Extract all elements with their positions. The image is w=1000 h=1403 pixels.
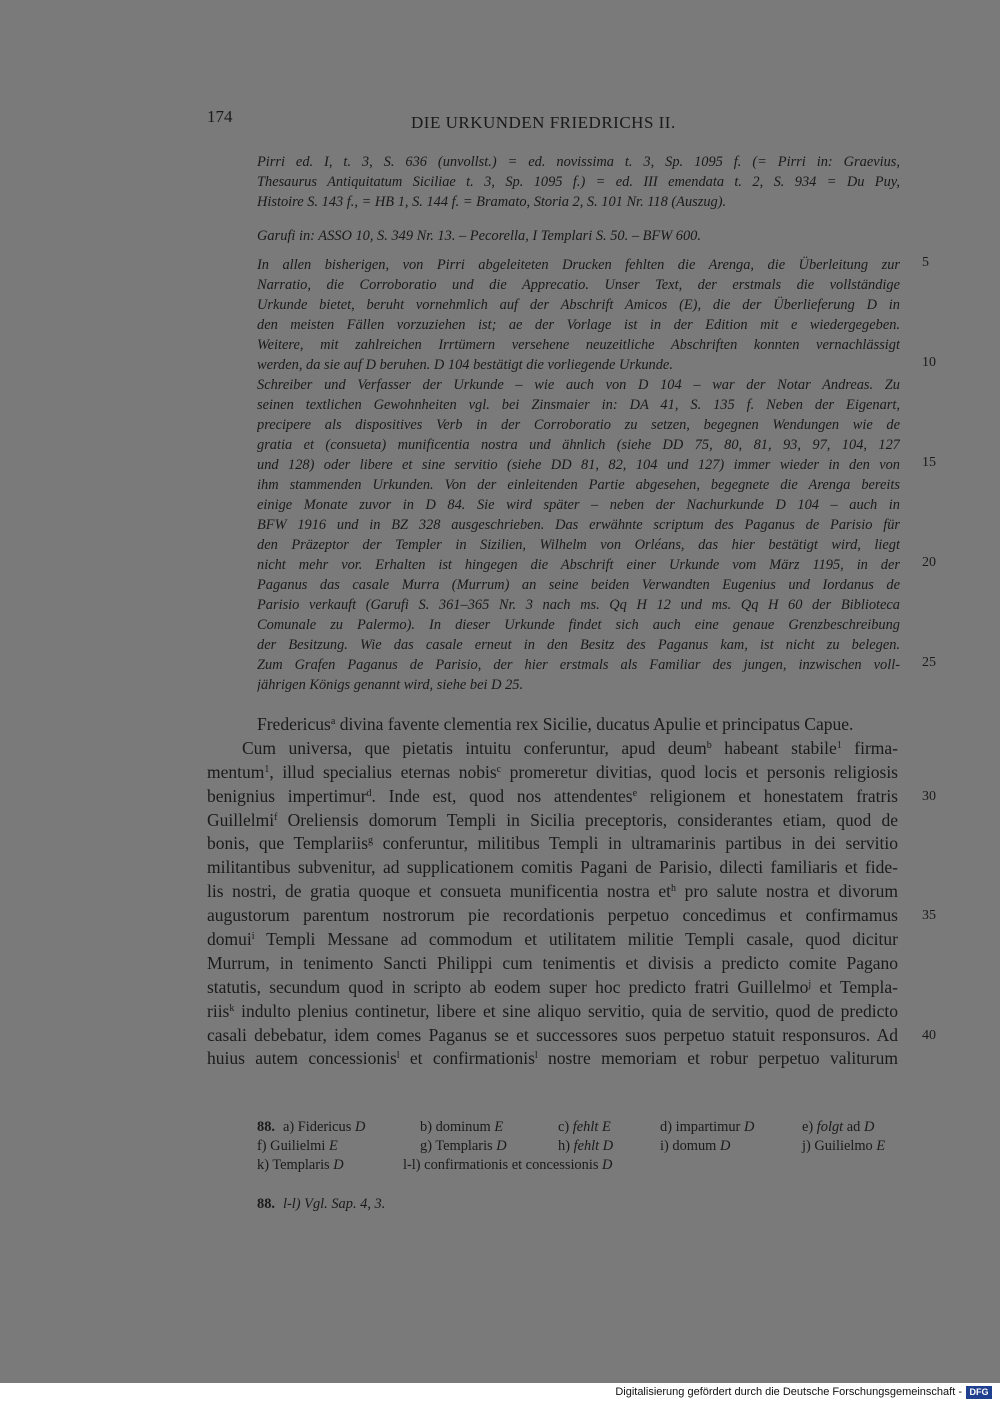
line-number: 40 bbox=[922, 1027, 936, 1043]
charter-line bbox=[207, 904, 898, 928]
footnote-marker: h bbox=[671, 883, 676, 895]
footnote-marker: a bbox=[330, 716, 336, 727]
charter-line-text: Fredericus$^a$ divina favente clementia rex Sicilie, ducatus Apulie et principatus Capue. bbox=[257, 714, 854, 734]
footer-credit: Digitalisierung gefördert durch die Deutsche Forschungsgemeinschaft - bbox=[615, 1386, 962, 1398]
charter-line-text: huius autem concessionis$^l$ et confirmationis$^l$ nostre memoriam et robur perpetuo valiturum bbox=[207, 1048, 898, 1069]
charter-line bbox=[207, 737, 898, 761]
page-number: 174 bbox=[207, 107, 233, 126]
commentary-line bbox=[257, 495, 900, 515]
commentary-line bbox=[257, 395, 900, 415]
commentary-text: Urkunde bietet, beruht vornehmlich auf der Abschrift Amicos (E), die der Überlieferung D in bbox=[257, 297, 900, 313]
footnote-marker: 1 bbox=[836, 739, 842, 751]
footnote-marker: e bbox=[632, 787, 638, 799]
commentary-text: den meisten Fällen vorzuziehen ist; ae der Vorlage ist in der Edition mit e wiedergegeben. bbox=[257, 317, 900, 333]
line-number: 20 bbox=[922, 555, 936, 570]
line-number: 10 bbox=[922, 355, 936, 370]
charter-line-text: mentum$^1$, illud specialius eternas nobis$^c$ promeretur divitias, quod locis et personis religiosis bbox=[207, 761, 898, 782]
charter-line bbox=[207, 1047, 898, 1071]
sources-secondary bbox=[257, 226, 900, 246]
charter-line-text: domui$^i$ Templi Messane ad commodum et utilitatem militie Templi casale, quod dicitur bbox=[207, 929, 898, 950]
source-line: Garufi in: ASSO 10, S. 349 Nr. 13. – Pecorella, I Templari S. 50. – BFW 600. bbox=[257, 228, 701, 244]
sources-block bbox=[257, 152, 900, 212]
commentary-line bbox=[257, 295, 900, 315]
footnote-marker: c bbox=[496, 763, 502, 775]
charter-line bbox=[207, 785, 898, 809]
charter-line-text: militantibus subvenitur, ad supplicationem comitis Pagani de Parisio, dilecti familiaris et fide- bbox=[207, 857, 898, 878]
apparatus-entry: i) domum D bbox=[660, 1138, 731, 1154]
commentary-line bbox=[257, 315, 900, 335]
footnote-marker: g bbox=[368, 835, 374, 847]
charter-line bbox=[207, 856, 898, 880]
commentary-text: gratia et (consueta) munificentia nostra und ähnlich (siehe DD 75, 80, 81, 93, 97, 104, 127 bbox=[257, 437, 900, 453]
line-number: 30 bbox=[922, 788, 936, 804]
apparatus-number: 88. bbox=[257, 1196, 275, 1212]
commentary-line bbox=[257, 475, 900, 495]
commentary-line bbox=[257, 275, 900, 295]
charter-line bbox=[207, 713, 898, 737]
running-title: DIE URKUNDEN FRIEDRICHS II. bbox=[411, 113, 676, 132]
apparatus-entry: l-l) confirmationis et concessionis D bbox=[403, 1157, 613, 1173]
line-number: 25 bbox=[922, 655, 936, 670]
commentary-line bbox=[257, 435, 900, 455]
commentary-line bbox=[257, 455, 900, 475]
commentary-block bbox=[257, 255, 900, 695]
charter-line bbox=[207, 928, 898, 952]
charter-line bbox=[207, 809, 898, 833]
charter-line bbox=[207, 832, 898, 856]
charter-line-text: Guillelmi$^f$ Oreliensis domorum Templi in Sicilia preceptoris, considerantes etiam, quod de bbox=[207, 809, 898, 830]
charter-line bbox=[207, 952, 898, 976]
charter-text bbox=[207, 713, 898, 1071]
commentary-text: werden, da sie auf D beruhen. D 104 bestätigt die vorliegende Urkunde. bbox=[257, 357, 673, 373]
footnote-marker: l bbox=[534, 1050, 538, 1062]
line-number: 35 bbox=[922, 908, 936, 924]
footnote-marker: l bbox=[396, 1050, 400, 1062]
commentary-line bbox=[257, 335, 900, 355]
charter-line-text: statutis, secundum quod in scripto ab eodem super hoc predicto fratri Guillelmo$^j$ et Templa- bbox=[207, 976, 898, 997]
commentary-text: Schreiber und Verfasser der Urkunde – wie auch von D 104 – war der Notar Andreas. Zu bbox=[257, 377, 900, 393]
line-number: 15 bbox=[922, 455, 936, 470]
commentary-text: Narratio, die Corroboratio und die Apprecatio. Unser Text, der erstmals die vollständige bbox=[257, 277, 900, 293]
source-line: Histoire S. 143 f., = HB 1, S. 144 f. = Bramato, Storia 2, S. 101 Nr. 118 (Auszug). bbox=[257, 194, 727, 210]
commentary-text: ihm stammenden Urkunden. Von der einleitenden Partie abgesehen, begegnete die Arenga bereits bbox=[257, 477, 900, 493]
source-apparatus bbox=[257, 1195, 900, 1214]
commentary-line bbox=[257, 515, 900, 535]
commentary-text: nicht mehr vor. Erhalten ist hingegen die Abschrift einer Urkunde vom März 1195, in der bbox=[257, 557, 900, 573]
dfg-logo-icon: DFG bbox=[966, 1386, 992, 1399]
commentary-line bbox=[257, 535, 900, 555]
commentary-line bbox=[257, 355, 900, 375]
commentary-text: jährigen Königs genannt wird, siehe bei D 25. bbox=[257, 677, 524, 693]
commentary-line bbox=[257, 255, 900, 275]
commentary-text: den Präzeptor der Templer in Sizilien, Wilhelm von Orléans, das hier bestätigt wird, liegt bbox=[257, 537, 900, 553]
charter-line bbox=[207, 1024, 898, 1048]
commentary-line bbox=[257, 595, 900, 615]
charter-line-text: lis nostri, de gratia quoque et consueta munificentia nostra $et^h$ pro salute nostra et divorum bbox=[207, 881, 898, 902]
apparatus-entry: k) Templaris D bbox=[257, 1157, 344, 1173]
commentary-text: Parisio verkauft (Garufi S. 361–365 Nr. 3 nach ms. Qq H 12 und ms. Qq H 60 der Biblioteca bbox=[257, 597, 900, 613]
footnote-marker: 1 bbox=[264, 763, 270, 775]
charter-line bbox=[207, 880, 898, 904]
commentary-line bbox=[257, 375, 900, 395]
apparatus-entry: a) Fidericus D bbox=[283, 1119, 366, 1135]
apparatus-number: 88. bbox=[257, 1119, 275, 1135]
commentary-line bbox=[257, 635, 900, 655]
commentary-text: und 128) oder libere et sine servitio (siehe DD 81, 82, 104 und 127) immer wieder in den von bbox=[257, 457, 900, 473]
apparatus-entry: c) fehlt E bbox=[558, 1119, 611, 1135]
commentary-line bbox=[257, 675, 900, 695]
apparatus-ref: l-l) Vgl. Sap. 4, 3. bbox=[283, 1196, 386, 1212]
apparatus-entry: e) folgt ad D bbox=[802, 1119, 875, 1135]
footnote-marker: k bbox=[229, 1002, 235, 1014]
source-line: Thesaurus Antiquitatum Siciliae t. 3, Sp. 1095 f.) = ed. III emendata t. 2, S. 934 = Du Puy, bbox=[257, 174, 900, 190]
charter-line-text: riis$^k$ indulto plenius continetur, libere et sine aliquo servitio, quia de servitio, quod de predicto bbox=[207, 1000, 898, 1021]
critical-apparatus bbox=[257, 1118, 900, 1175]
commentary-text: precipere als dispositives Verb in der Corroboratio zu setzen, begegnen Wendungen wie de bbox=[257, 417, 900, 433]
commentary-text: seinen textlichen Gewohnheiten vgl. bei Zinsmaier in: DA 41, S. 135 f. Neben der Eigenart, bbox=[257, 397, 900, 413]
apparatus-row bbox=[257, 1118, 900, 1137]
charter-line bbox=[207, 761, 898, 785]
charter-line-text: Cum universa, que pietatis intuitu conferuntur, apud deum$^b$ habeant stabile$^1$ firma- bbox=[242, 737, 898, 758]
apparatus-entry: b) dominum E bbox=[420, 1119, 504, 1135]
apparatus-entry: g) Templaris D bbox=[420, 1138, 507, 1154]
charter-line bbox=[207, 976, 898, 1000]
charter-line-text: augustorum parentum nostrorum pie recordationis perpetuo concedimus et confirmamus bbox=[207, 905, 898, 926]
source-line: Pirri ed. I, t. 3, S. 636 (unvollst.) = ed. novissima t. 3, Sp. 1095 f. (= Pirri in: Graevius, bbox=[257, 154, 900, 170]
footnote-marker: i bbox=[251, 931, 255, 943]
commentary-text: Zum Grafen Paganus de Parisio, der hier erstmals als Familiar des jungen, inzwischen voll- bbox=[257, 657, 900, 673]
footnote-marker: b bbox=[706, 739, 712, 751]
commentary-text: Comunale zu Palermo). In dieser Urkunde findet sich auch eine genaue Grenzbeschreibung bbox=[257, 617, 900, 633]
footnote-marker: f bbox=[274, 811, 278, 823]
footer-bar bbox=[0, 1383, 1000, 1403]
charter-line bbox=[207, 1000, 898, 1024]
footnote-marker: d bbox=[366, 787, 372, 799]
commentary-line bbox=[257, 615, 900, 635]
apparatus-entry: h) fehlt D bbox=[558, 1138, 614, 1154]
commentary-text: In allen bisherigen, von Pirri abgeleiteten Drucken fehlten die Arenga, die Überleitung zur bbox=[257, 257, 900, 273]
commentary-text: der Besitzung. Wie das casale erneut in den Besitz des Paganus kam, ist nicht zu belegen. bbox=[257, 637, 900, 653]
commentary-text: BFW 1916 und in BZ 328 ausgeschrieben. Das erwähnte scriptum des Paganus de Parisio für bbox=[257, 517, 900, 533]
apparatus-entry: d) impartimur D bbox=[660, 1119, 755, 1135]
apparatus-entry: f) Guilielmi E bbox=[257, 1138, 338, 1154]
apparatus-row bbox=[257, 1156, 900, 1175]
charter-line-text: bonis, que Templariis$^g$ conferuntur, militibus Templi in ultramarinis partibus in dei servitio bbox=[207, 833, 898, 854]
commentary-line bbox=[257, 655, 900, 675]
charter-line-text: Murrum, in tenimento Sancti Philippi cum tenimentis et divisis a predicto comite Pagano bbox=[207, 952, 898, 973]
apparatus-row bbox=[257, 1137, 900, 1156]
commentary-text: Weitere, mit zahlreichen Irrtümern versehene neuzeitliche Abschriften konnten vernachlässigt bbox=[257, 337, 900, 353]
charter-line-text: casali debebatur, idem comes Paganus se et successores suos perpetuo statuit responsuros. Ad bbox=[207, 1024, 898, 1045]
charter-line-text: benignius impertimur$^d$. Inde est, quod nos attendentes$^e$ religionem et honestatem fratris bbox=[207, 785, 898, 806]
commentary-text: Paganus das casale Murra (Murrum) an seine beiden Verwandten Eugenius und Iordanus de bbox=[257, 577, 900, 593]
apparatus-entry: j) Guilielmo E bbox=[802, 1138, 886, 1154]
line-number: 5 bbox=[922, 255, 929, 270]
commentary-line bbox=[257, 555, 900, 575]
commentary-line bbox=[257, 415, 900, 435]
footnote-marker: j bbox=[808, 978, 812, 990]
commentary-line bbox=[257, 575, 900, 595]
commentary-text: einige Monate zuvor in D 84. Sie wird später – neben der Nachurkunde D 104 – auch in bbox=[257, 497, 900, 513]
